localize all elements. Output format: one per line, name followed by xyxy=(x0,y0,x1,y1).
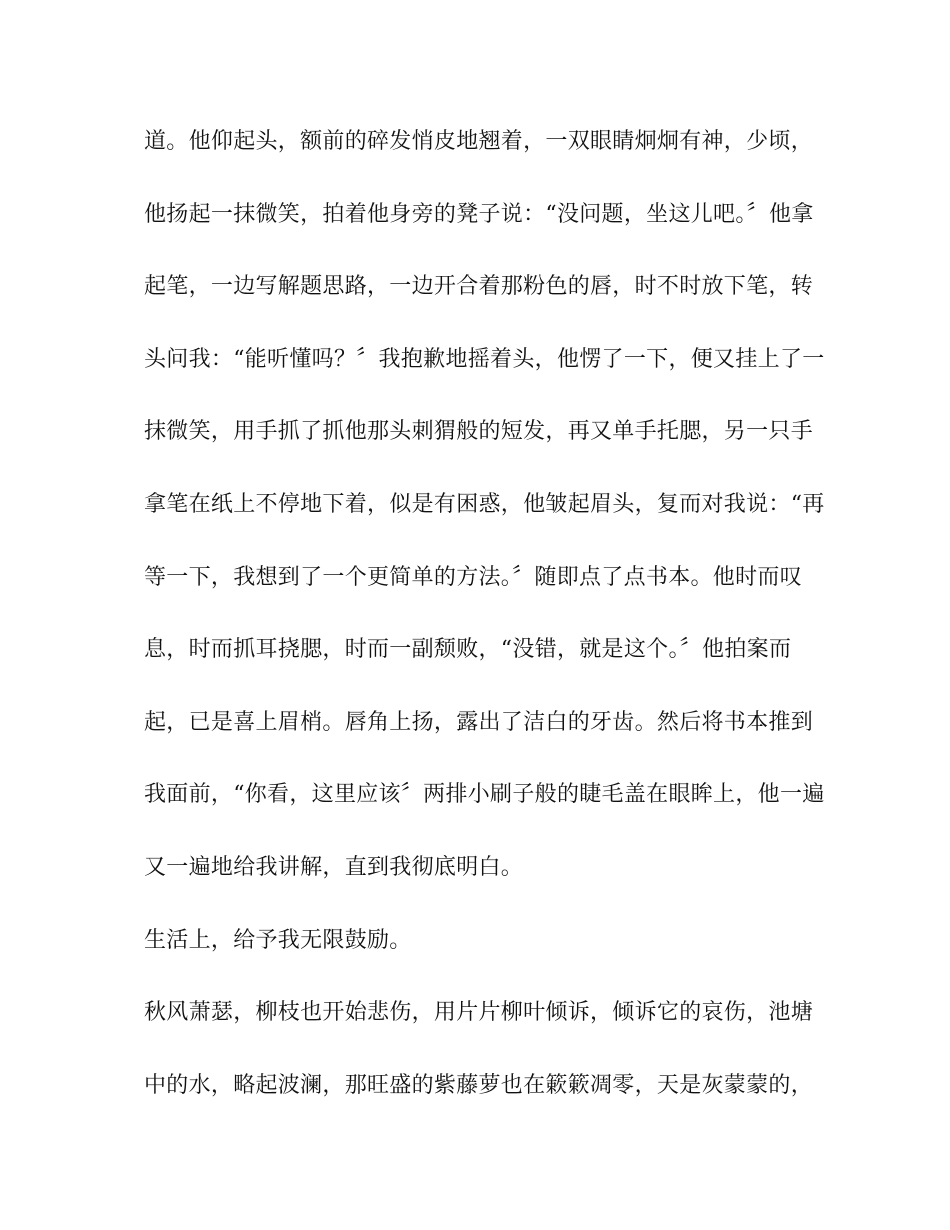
text-line-10: 我面前，“你看，这里应该〞两排小刷子般的睫毛盖在眼眸上，他一遍 xyxy=(144,782,825,808)
text-line-4: 头问我：“能听懂吗？〞我抱歉地摇着头，他愣了一下，便又挂上了一 xyxy=(144,346,825,372)
text-line-7: 等一下，我想到了一个更简单的方法。〞随即点了点书本。他时而叹 xyxy=(144,564,803,590)
text-line-2: 他扬起一抹微笑，拍着他身旁的凳子说：“没问题，坐这儿吧。〞他拿 xyxy=(144,201,814,227)
text-line-9: 起，已是喜上眉梢。唇角上扬，露出了洁白的牙齿。然后将书本推到 xyxy=(144,709,814,735)
text-line-8: 息，时而抓耳挠腮，时而一副颓败，“没错，就是这个。〞他拍案而 xyxy=(144,637,792,663)
text-line-3: 起笔，一边写解题思路，一边开合着那粉色的唇，时不时放下笔，转 xyxy=(144,274,814,300)
text-line-6: 拿笔在纸上不停地下着，似是有困惑，他皱起眉头，复而对我说：“再 xyxy=(144,491,825,517)
body-text xyxy=(144,124,824,1140)
text-line-12: 生活上，给予我无限鼓励。 xyxy=(144,927,412,953)
text-line-1: 道。他仰起头，额前的碎发悄皮地翘着，一双眼睛炯炯有神，少顷， xyxy=(144,129,814,154)
text-line-14: 中的水，略起波澜，那旺盛的紫藤萝也在簌簌凋零，天是灰蒙蒙的， xyxy=(144,1072,814,1098)
text-line-5: 抹微笑，用手抓了抓他那头刺猬般的短发，再又单手托腮，另一只手 xyxy=(144,419,814,445)
text-line-11: 又一遍地给我讲解，直到我彻底明白。 xyxy=(144,854,524,880)
text-line-13: 秋风萧瑟，柳枝也开始悲伤，用片片柳叶倾诉，倾诉它的哀伤，池塘 xyxy=(144,1000,814,1026)
